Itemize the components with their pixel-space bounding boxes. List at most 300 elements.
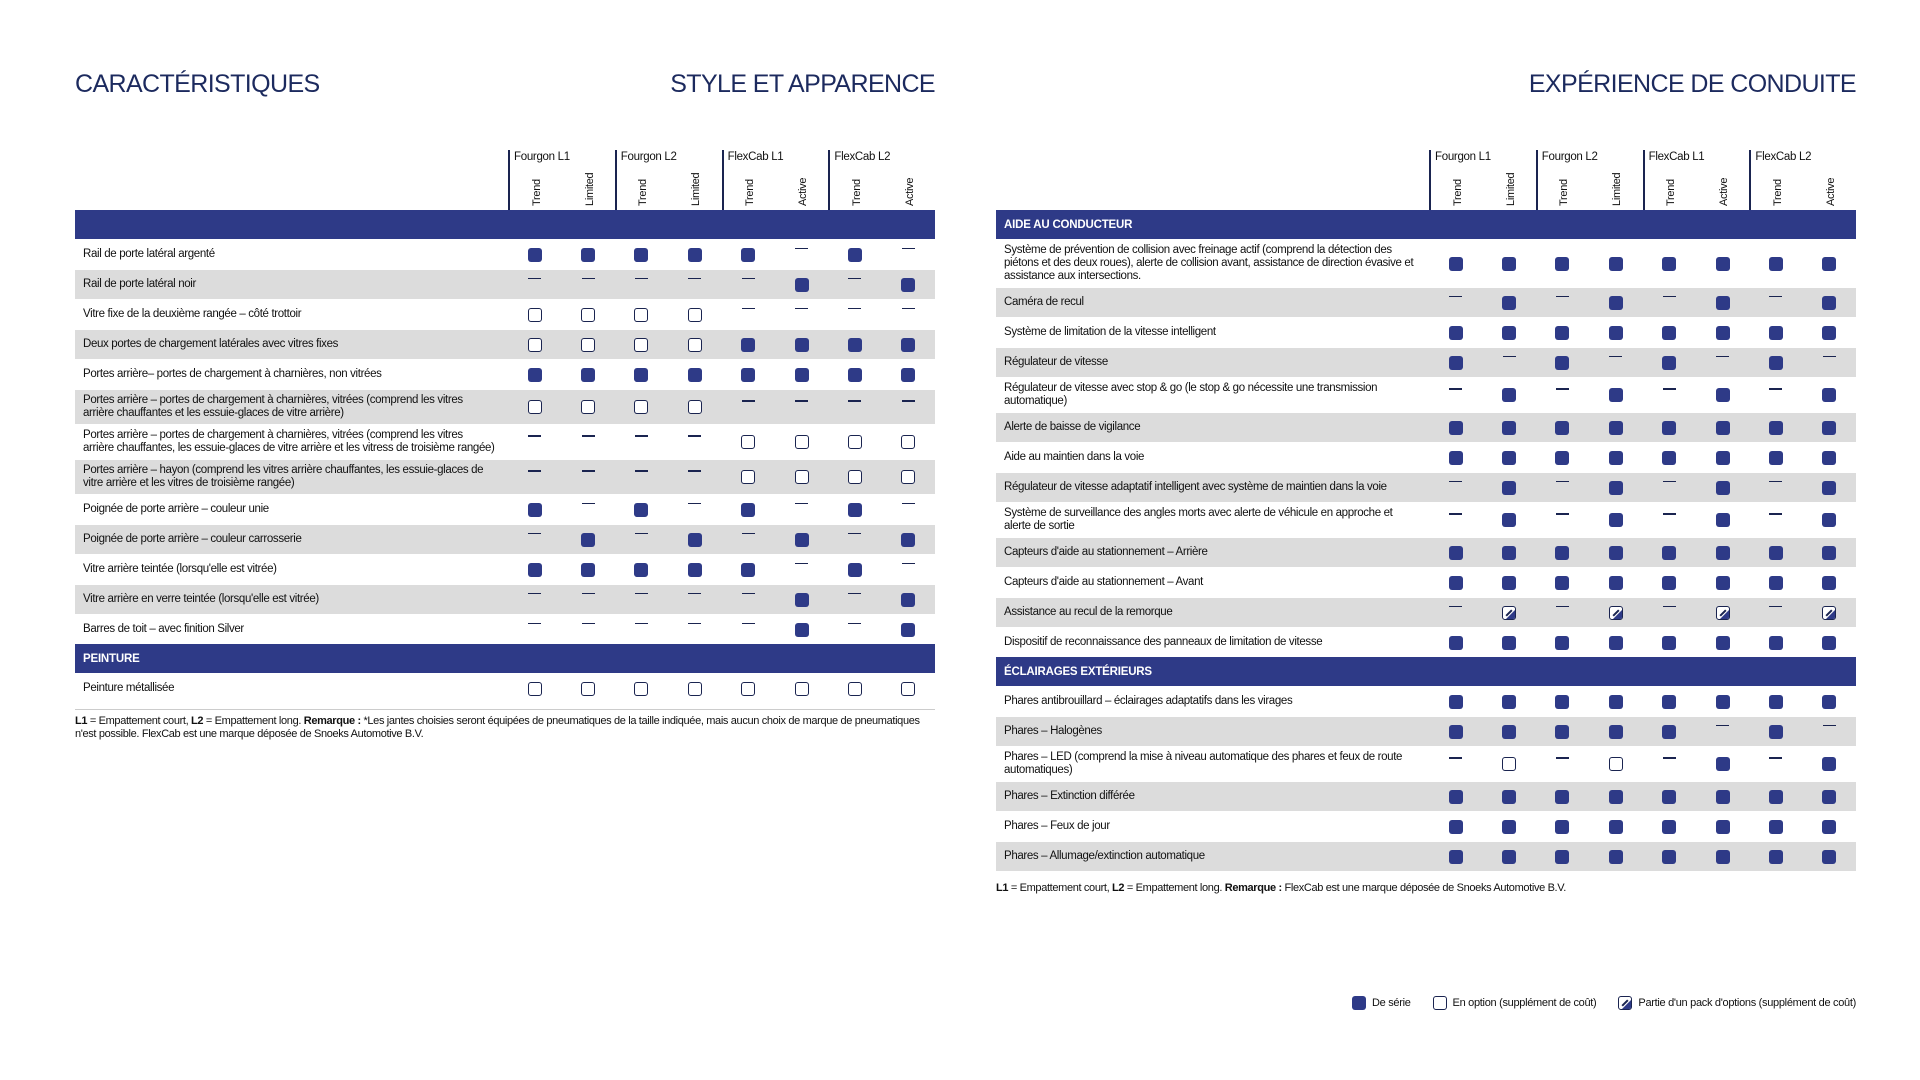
availability-cell	[1696, 576, 1749, 590]
availability-cell	[828, 308, 881, 310]
availability-cell	[1429, 850, 1482, 864]
standard-square-icon	[1502, 296, 1516, 310]
standard-square-icon	[1716, 296, 1730, 310]
feature-label: Régulateur de vitesse adaptatif intelligent avec système de maintien dans la voie	[1004, 481, 1387, 493]
standard-square-icon	[1555, 421, 1569, 435]
dash-icon	[688, 623, 701, 625]
availability-cells	[1429, 546, 1856, 560]
availability-cell	[615, 435, 668, 437]
dash-icon	[582, 435, 595, 437]
table-row	[75, 239, 935, 269]
column-group	[1429, 150, 1536, 210]
column-group-label: FlexCab L1	[727, 151, 784, 163]
feature-label: Portes arrière – portes de chargement à charnières, vitrées (comprend les vitres arrière chauffantes et les essuie-glaces de vitre arrière)	[83, 394, 463, 419]
availability-cell	[775, 682, 828, 696]
availability-cells	[508, 593, 935, 607]
option-square-icon	[634, 400, 648, 414]
availability-cell	[1803, 820, 1856, 834]
availability-cells	[1429, 695, 1856, 709]
standard-square-icon	[1662, 576, 1676, 590]
standard-square-icon	[1609, 546, 1623, 560]
availability-cell	[1643, 850, 1696, 864]
footnote-l2: L2	[191, 715, 204, 727]
standard-square-icon	[1769, 421, 1783, 435]
availability-cell	[882, 533, 935, 547]
column-header	[508, 150, 935, 210]
availability-cell	[561, 278, 614, 280]
standard-square-icon	[634, 248, 648, 262]
table-row	[996, 347, 1856, 377]
dash-icon	[582, 593, 595, 595]
dash-icon	[902, 308, 915, 310]
availability-cell	[1429, 296, 1482, 298]
dash-icon	[1769, 388, 1782, 390]
column-sub-header	[1645, 166, 1698, 206]
availability-cell	[1696, 790, 1749, 804]
option-square-icon	[581, 682, 595, 696]
availability-cell	[508, 248, 561, 262]
availability-cell	[1643, 725, 1696, 739]
availability-cell	[1589, 790, 1642, 804]
standard-square-icon	[1716, 546, 1730, 560]
availability-cell	[1643, 388, 1696, 390]
standard-square-icon	[634, 563, 648, 577]
dash-icon	[528, 435, 541, 437]
dash-icon	[848, 623, 861, 625]
availability-cells	[508, 503, 935, 517]
column-sub-header	[670, 166, 723, 206]
feature-label: Système de prévention de collision avec freinage actif (comprend la détection des piétons et des deux roues), alerte de collision avant, assistance de direction évasive et assistance aux intersections.	[1004, 244, 1414, 282]
availability-cell	[1803, 546, 1856, 560]
availability-cell	[1536, 725, 1589, 739]
standard-square-icon	[741, 503, 755, 517]
table-row	[75, 494, 935, 524]
availability-cell	[668, 593, 721, 595]
column-sub-header	[617, 166, 670, 206]
table-row	[996, 811, 1856, 841]
table-row	[75, 389, 935, 424]
availability-cell	[561, 563, 614, 577]
standard-square-icon	[1769, 546, 1783, 560]
dash-icon	[688, 278, 701, 280]
availability-cells	[1429, 513, 1856, 527]
standard-square-icon	[1769, 695, 1783, 709]
feature-label: Vitre arrière en verre teintée (lorsqu'elle est vitrée)	[83, 593, 319, 605]
column-group-label: FlexCab L1	[1648, 151, 1705, 163]
availability-cell	[508, 682, 561, 696]
availability-cells	[1429, 388, 1856, 402]
availability-cell	[1696, 695, 1749, 709]
option-square-icon	[688, 400, 702, 414]
footnote-text: = Empattement long.	[1124, 882, 1225, 894]
availability-cell	[1482, 757, 1535, 771]
availability-cell	[1482, 636, 1535, 650]
availability-cell	[1643, 757, 1696, 759]
dash-icon	[795, 503, 808, 505]
availability-cells	[508, 400, 935, 414]
standard-square-icon	[901, 623, 915, 637]
feature-label: Phares – LED (comprend la mise à niveau automatique des phares et feux de route automatiques)	[1004, 751, 1403, 776]
option-square-icon	[741, 435, 755, 449]
standard-square-icon	[1822, 695, 1836, 709]
availability-cell	[882, 435, 935, 449]
dash-icon	[742, 593, 755, 595]
availability-cell	[508, 563, 561, 577]
dash-icon	[1716, 356, 1729, 358]
availability-cell	[828, 533, 881, 535]
standard-square-icon	[901, 593, 915, 607]
availability-cell	[1749, 725, 1802, 739]
standard-square-icon	[1716, 576, 1730, 590]
standard-square-icon	[1502, 790, 1516, 804]
availability-cell	[1429, 421, 1482, 435]
dash-icon	[795, 400, 808, 402]
table-row	[75, 673, 935, 703]
standard-square-icon	[1769, 326, 1783, 340]
availability-cell	[1536, 820, 1589, 834]
trim-label: Trend	[530, 179, 543, 206]
availability-cells	[1429, 296, 1856, 310]
option-square-icon	[528, 400, 542, 414]
option-square-icon	[528, 682, 542, 696]
dash-icon	[1449, 296, 1462, 298]
standard-square-icon	[1822, 546, 1836, 560]
availability-cell	[1536, 257, 1589, 271]
feature-label: Phares – Halogènes	[1004, 725, 1102, 737]
dash-icon	[635, 533, 648, 535]
availability-cell	[775, 400, 828, 402]
standard-square-icon	[581, 533, 595, 547]
standard-square-icon	[1716, 636, 1730, 650]
column-sub-header	[563, 166, 616, 206]
standard-square-icon	[1449, 421, 1463, 435]
column-sub-header	[1751, 166, 1804, 206]
option-square-icon	[528, 338, 542, 352]
availability-cell	[668, 308, 721, 322]
availability-cell	[1482, 695, 1535, 709]
feature-label: Système de surveillance des angles morts avec alerte de véhicule en approche et alerte de sortie	[1004, 507, 1393, 532]
standard-square-icon	[1502, 326, 1516, 340]
availability-cell	[1803, 326, 1856, 340]
option-square-icon	[581, 400, 595, 414]
availability-cells	[508, 470, 935, 484]
dash-icon	[1769, 513, 1782, 515]
availability-cell	[1643, 695, 1696, 709]
dash-icon	[528, 278, 541, 280]
dash-icon	[635, 470, 648, 472]
option-square-icon	[688, 338, 702, 352]
availability-cell	[722, 368, 775, 382]
standard-square-icon	[1555, 725, 1569, 739]
table-row	[996, 627, 1856, 657]
availability-cell	[1749, 326, 1802, 340]
availability-cell	[775, 623, 828, 637]
section-title-style: STYLE ET APPARENCE	[670, 70, 935, 98]
dash-icon	[1556, 513, 1569, 515]
standard-square-icon	[1502, 725, 1516, 739]
availability-cell	[1803, 576, 1856, 590]
standard-square-icon	[1716, 790, 1730, 804]
feature-label: Aide au maintien dans la voie	[1004, 451, 1145, 463]
availability-cell	[1536, 513, 1589, 515]
option-square-icon	[634, 338, 648, 352]
availability-cells	[1429, 451, 1856, 465]
availability-cell	[561, 470, 614, 472]
availability-cell	[1643, 257, 1696, 271]
availability-cell	[1696, 257, 1749, 271]
dash-icon	[1449, 388, 1462, 390]
availability-cell	[1696, 725, 1749, 727]
left-title-bar	[75, 70, 935, 106]
dash-icon	[1716, 725, 1729, 727]
standard-square-icon	[1822, 421, 1836, 435]
standard-square-icon	[1449, 725, 1463, 739]
trim-label: Limited	[583, 172, 596, 206]
table-row	[75, 459, 935, 494]
dash-icon	[1449, 513, 1462, 515]
dash-icon	[582, 623, 595, 625]
trim-label: Trend	[744, 179, 757, 206]
standard-square-icon	[1716, 850, 1730, 864]
availability-cell	[722, 400, 775, 402]
availability-cell	[828, 400, 881, 402]
column-sub-header	[1591, 166, 1644, 206]
availability-cell	[561, 308, 614, 322]
availability-cell	[1643, 606, 1696, 608]
footnote-text: *Les jantes choisies seront équipées de pneumatiques de la taille indiquée, mais aucun choix de marque de pneumatiques n'est possible. FlexCab est une marque déposée de Snoeks Automotive B.V.	[75, 715, 920, 740]
table-row	[75, 424, 935, 459]
column-group	[1749, 150, 1856, 210]
trim-label: Trend	[1558, 179, 1571, 206]
dash-icon	[635, 435, 648, 437]
standard-square-icon	[1822, 513, 1836, 527]
footnote-l1: L1	[996, 882, 1009, 894]
availability-cell	[1482, 451, 1535, 465]
feature-label: Phares – Extinction différée	[1004, 790, 1135, 802]
availability-cell	[1643, 546, 1696, 560]
standard-square-icon	[1555, 850, 1569, 864]
standard-square-icon	[1449, 695, 1463, 709]
availability-cell	[1429, 257, 1482, 271]
availability-cell	[775, 533, 828, 547]
left-column	[75, 70, 935, 740]
availability-cell	[722, 338, 775, 352]
availability-cell	[561, 338, 614, 352]
availability-cell	[508, 368, 561, 382]
standard-square-icon	[795, 623, 809, 637]
availability-cell	[1536, 451, 1589, 465]
availability-cell	[775, 435, 828, 449]
availability-cell	[1749, 636, 1802, 650]
availability-cell	[1803, 850, 1856, 864]
availability-cell	[882, 623, 935, 637]
availability-cell	[615, 400, 668, 414]
feature-label: Capteurs d'aide au stationnement – Avant	[1004, 576, 1203, 588]
option-square-icon	[848, 435, 862, 449]
feature-label: Portes arrière – portes de chargement à charnières, vitrées (comprend les vitres arrière chauffantes, les essuie-glaces de vitre arrière et les vitress de troisième rangée)	[83, 429, 495, 454]
dash-icon	[902, 503, 915, 505]
table-row	[996, 239, 1856, 287]
option-square-icon	[688, 308, 702, 322]
option-square-icon	[741, 470, 755, 484]
standard-square-icon	[795, 338, 809, 352]
availability-cell	[882, 563, 935, 565]
section-header: AIDE AU CONDUCTEUR	[996, 210, 1856, 239]
standard-square-icon	[1662, 546, 1676, 560]
availability-cell	[1696, 820, 1749, 834]
feature-label: Alerte de baisse de vigilance	[1004, 421, 1141, 433]
availability-cell	[508, 470, 561, 472]
availability-cell	[1643, 820, 1696, 834]
standard-square-icon	[1609, 820, 1623, 834]
column-group	[615, 150, 722, 210]
availability-cell	[508, 278, 561, 280]
column-sub-header	[777, 166, 830, 206]
availability-cells	[1429, 421, 1856, 435]
availability-cell	[882, 278, 935, 292]
feature-label: Portes arrière– portes de chargement à charnières, non vitrées	[83, 368, 382, 380]
style-spec-table	[75, 150, 935, 741]
table-body	[75, 210, 935, 703]
standard-square-icon	[901, 278, 915, 292]
availability-cell	[828, 503, 881, 517]
availability-cell	[615, 593, 668, 595]
availability-cell	[1803, 790, 1856, 804]
standard-square-icon	[634, 368, 648, 382]
availability-cell	[1589, 757, 1642, 771]
availability-cell	[561, 435, 614, 437]
availability-cell	[1589, 481, 1642, 495]
pack-square-icon	[1716, 606, 1730, 620]
availability-cell	[1589, 513, 1642, 527]
dash-icon	[848, 533, 861, 535]
availability-cell	[828, 623, 881, 625]
availability-cell	[828, 278, 881, 280]
availability-cell	[1482, 850, 1535, 864]
availability-cell	[1803, 757, 1856, 771]
standard-square-icon	[1449, 326, 1463, 340]
standard-square-icon	[528, 368, 542, 382]
standard-square-icon	[1769, 451, 1783, 465]
availability-cell	[1589, 695, 1642, 709]
dash-icon	[1769, 606, 1782, 608]
dash-icon	[742, 533, 755, 535]
availability-cells	[1429, 481, 1856, 495]
availability-cell	[561, 368, 614, 382]
dash-icon	[902, 248, 915, 250]
column-group-label: Fourgon L1	[1435, 151, 1491, 163]
pack-square-icon	[1502, 606, 1516, 620]
standard-square-icon	[1716, 388, 1730, 402]
table-row	[996, 472, 1856, 502]
availability-cell	[1482, 513, 1535, 527]
standard-square-icon	[1822, 257, 1836, 271]
standard-square-icon	[1662, 695, 1676, 709]
availability-cell	[1749, 606, 1802, 608]
availability-cell	[1696, 606, 1749, 620]
footnote-l2: L2	[1112, 882, 1125, 894]
availability-cell	[775, 593, 828, 607]
feature-label: Peinture métallisée	[83, 682, 175, 694]
dash-icon	[742, 278, 755, 280]
availability-cell	[775, 503, 828, 505]
standard-square-icon	[1449, 820, 1463, 834]
feature-label: Phares – Feux de jour	[1004, 820, 1110, 832]
option-square-icon	[741, 682, 755, 696]
standard-square-icon	[1769, 725, 1783, 739]
standard-square-icon	[1822, 820, 1836, 834]
availability-cells	[1429, 757, 1856, 771]
availability-cell	[1536, 388, 1589, 390]
standard-square-icon	[528, 248, 542, 262]
standard-square-icon	[1769, 790, 1783, 804]
standard-square-icon	[1609, 388, 1623, 402]
availability-cell	[615, 533, 668, 535]
legend-option-label: En option (supplément de coût)	[1452, 997, 1597, 1009]
dash-icon	[1556, 296, 1569, 298]
standard-square-icon	[634, 503, 648, 517]
standard-square-icon	[1662, 850, 1676, 864]
availability-cell	[1749, 790, 1802, 804]
dash-icon	[1503, 356, 1516, 358]
availability-cell	[722, 503, 775, 517]
standard-square-icon	[1449, 546, 1463, 560]
table-row	[996, 746, 1856, 781]
dash-icon	[635, 593, 648, 595]
standard-square-icon	[1662, 790, 1676, 804]
availability-cell	[1589, 326, 1642, 340]
availability-cell	[1749, 513, 1802, 515]
right-title-bar	[996, 70, 1856, 106]
standard-square-icon	[688, 533, 702, 547]
availability-cell	[1482, 481, 1535, 495]
feature-label: Rail de porte latéral noir	[83, 278, 196, 290]
dash-icon	[1556, 481, 1569, 483]
dash-icon	[795, 563, 808, 565]
standard-square-icon	[1609, 725, 1623, 739]
availability-cell	[1429, 388, 1482, 390]
availability-cell	[1482, 257, 1535, 271]
option-square-icon	[848, 682, 862, 696]
legend-option	[1433, 996, 1597, 1010]
availability-cell	[1749, 757, 1802, 759]
dash-icon	[582, 470, 595, 472]
availability-cell	[1696, 356, 1749, 358]
feature-label: Régulateur de vitesse avec stop & go (le stop & go nécessite une transmission automatique)	[1004, 382, 1378, 407]
standard-square-icon	[741, 563, 755, 577]
standard-square-icon	[741, 338, 755, 352]
availability-cell	[1696, 636, 1749, 650]
footnote-l1: L1	[75, 715, 88, 727]
column-group-label: Fourgon L2	[620, 151, 677, 163]
availability-cell	[1536, 636, 1589, 650]
availability-cell	[1536, 790, 1589, 804]
availability-cell	[722, 435, 775, 449]
standard-square-icon	[1662, 636, 1676, 650]
standard-square-icon	[1769, 257, 1783, 271]
footnote-text: FlexCab est une marque déposée de Snoeks Automotive B.V.	[1281, 882, 1566, 894]
feature-label: Système de limitation de la vitesse intelligent	[1004, 326, 1216, 338]
availability-cells	[1429, 790, 1856, 804]
standard-square-icon	[1555, 576, 1569, 590]
standard-square-icon	[1609, 576, 1623, 590]
availability-cell	[1589, 257, 1642, 271]
option-square-icon	[1433, 996, 1447, 1010]
availability-cell	[1429, 451, 1482, 465]
availability-cell	[1536, 326, 1589, 340]
availability-cell	[1749, 451, 1802, 465]
column-group	[1536, 150, 1643, 210]
